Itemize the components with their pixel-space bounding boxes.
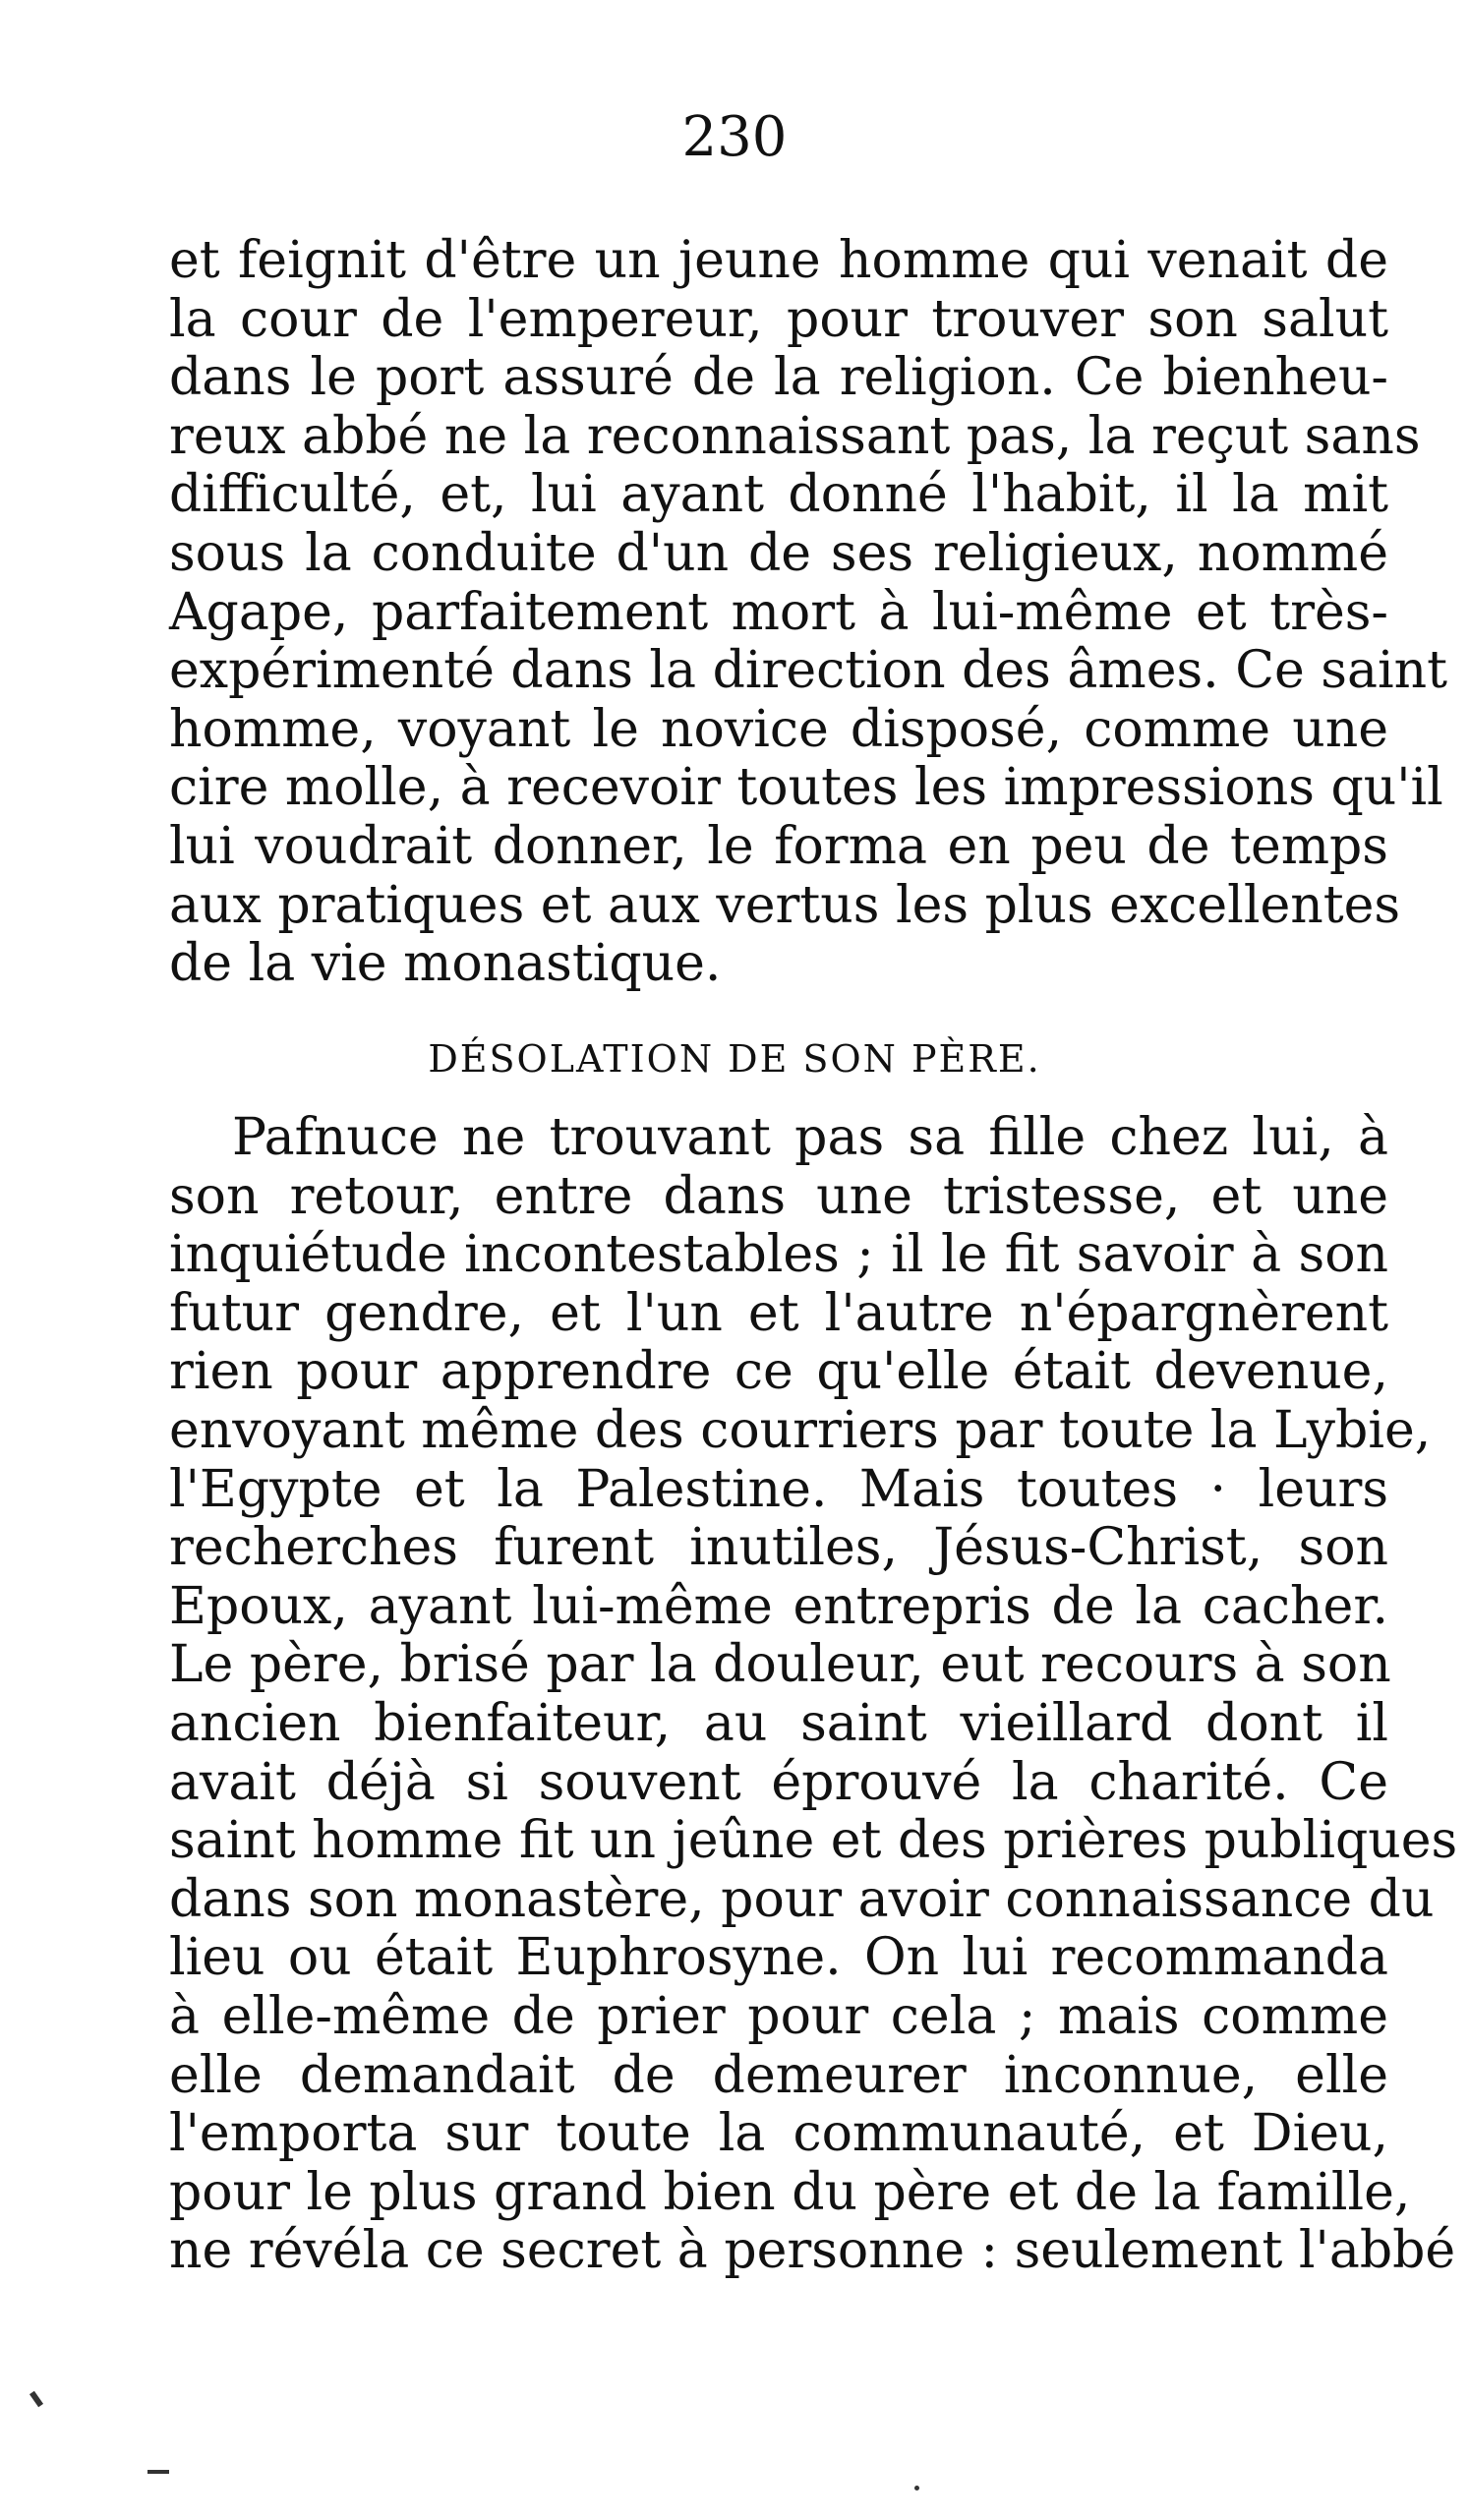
text-line: recherches furent inutiles, Jésus-Christ, son [169, 1518, 1388, 1578]
section-heading: DÉSOLATION DE SON PÈRE. [428, 1037, 1041, 1081]
text-line: inquiétude incontestables ; il le fit savoir à son [169, 1225, 1388, 1285]
text-line: elle demandait de demeurer inconnue, elle [169, 2045, 1388, 2105]
page-number: 230 [681, 105, 788, 169]
paragraph-2 [169, 1108, 1458, 2281]
print-speck [914, 2486, 919, 2491]
text-line: pour le plus grand bien du père et de la famille, [169, 2162, 1411, 2222]
text-line: homme, voyant le novice disposé, comme une [169, 699, 1388, 759]
print-speck [29, 2391, 43, 2408]
text-line: lieu ou était Euphrosyne. On lui recommanda [169, 1928, 1388, 1988]
text-line: son retour, entre dans une tristesse, et une [169, 1166, 1388, 1226]
text-line: et feignit d'être un jeune homme qui venait de [169, 231, 1388, 290]
text-line: sous la conduite d'un de ses religieux, nommé [169, 523, 1388, 583]
text-line: ne révéla ce secret à personne : seulement l'abbé [169, 2221, 1456, 2281]
text-line: saint homme fit un jeûne et des prières publiques [169, 1811, 1458, 1871]
text-line: Agape, parfaitement mort à lui-même et très- [169, 582, 1388, 642]
text-line: futur gendre, et l'un et l'autre n'épargnèrent [169, 1283, 1388, 1343]
text-line: lui voudrait donner, le forma en peu de temps [169, 816, 1388, 876]
text-line: aux pratiques et aux vertus les plus excellentes [169, 875, 1401, 935]
text-line: reux abbé ne la reconnaissant pas, la reçut sans [169, 406, 1421, 466]
text-line: avait déjà si souvent éprouvé la charité. Ce [169, 1752, 1388, 1812]
text-line: Le père, brisé par la douleur, eut recours à son [169, 1635, 1391, 1695]
text-line: expérimenté dans la direction des âmes. Ce saint [169, 641, 1447, 701]
text-line: Pafnuce ne trouvant pas sa fille chez lui, à [232, 1108, 1388, 1167]
text-line: envoyant même des courriers par toute la Lybie, [169, 1400, 1432, 1460]
text-line: à elle-même de prier pour cela ; mais comme [169, 1986, 1388, 2046]
text-line: l'Egypte et la Palestine. Mais toutes · leurs [169, 1459, 1388, 1519]
text-line: de la vie monastique. [169, 934, 722, 994]
text-line: dans le port assuré de la religion. Ce bienheu- [169, 348, 1388, 408]
text-line: ancien bienfaiteur, au saint vieillard dont il [169, 1693, 1388, 1753]
text-line: la cour de l'empereur, pour trouver son salut [169, 289, 1388, 349]
text-line: cire molle, à recevoir toutes les impressions qu'il [169, 758, 1443, 818]
text-line: Epoux, ayant lui-même entrepris de la cacher. [169, 1576, 1388, 1636]
text-line: l'emporta sur toute la communauté, et Dieu, [169, 2104, 1388, 2164]
text-line: dans son monastère, pour avoir connaissance du [169, 1869, 1435, 1929]
text-line: difficulté, et, lui ayant donné l'habit, il la mit [169, 465, 1388, 525]
paragraph-1 [169, 231, 1447, 994]
text-line: rien pour apprendre ce qu'elle était devenue, [169, 1342, 1388, 1402]
print-speck [147, 2470, 169, 2474]
